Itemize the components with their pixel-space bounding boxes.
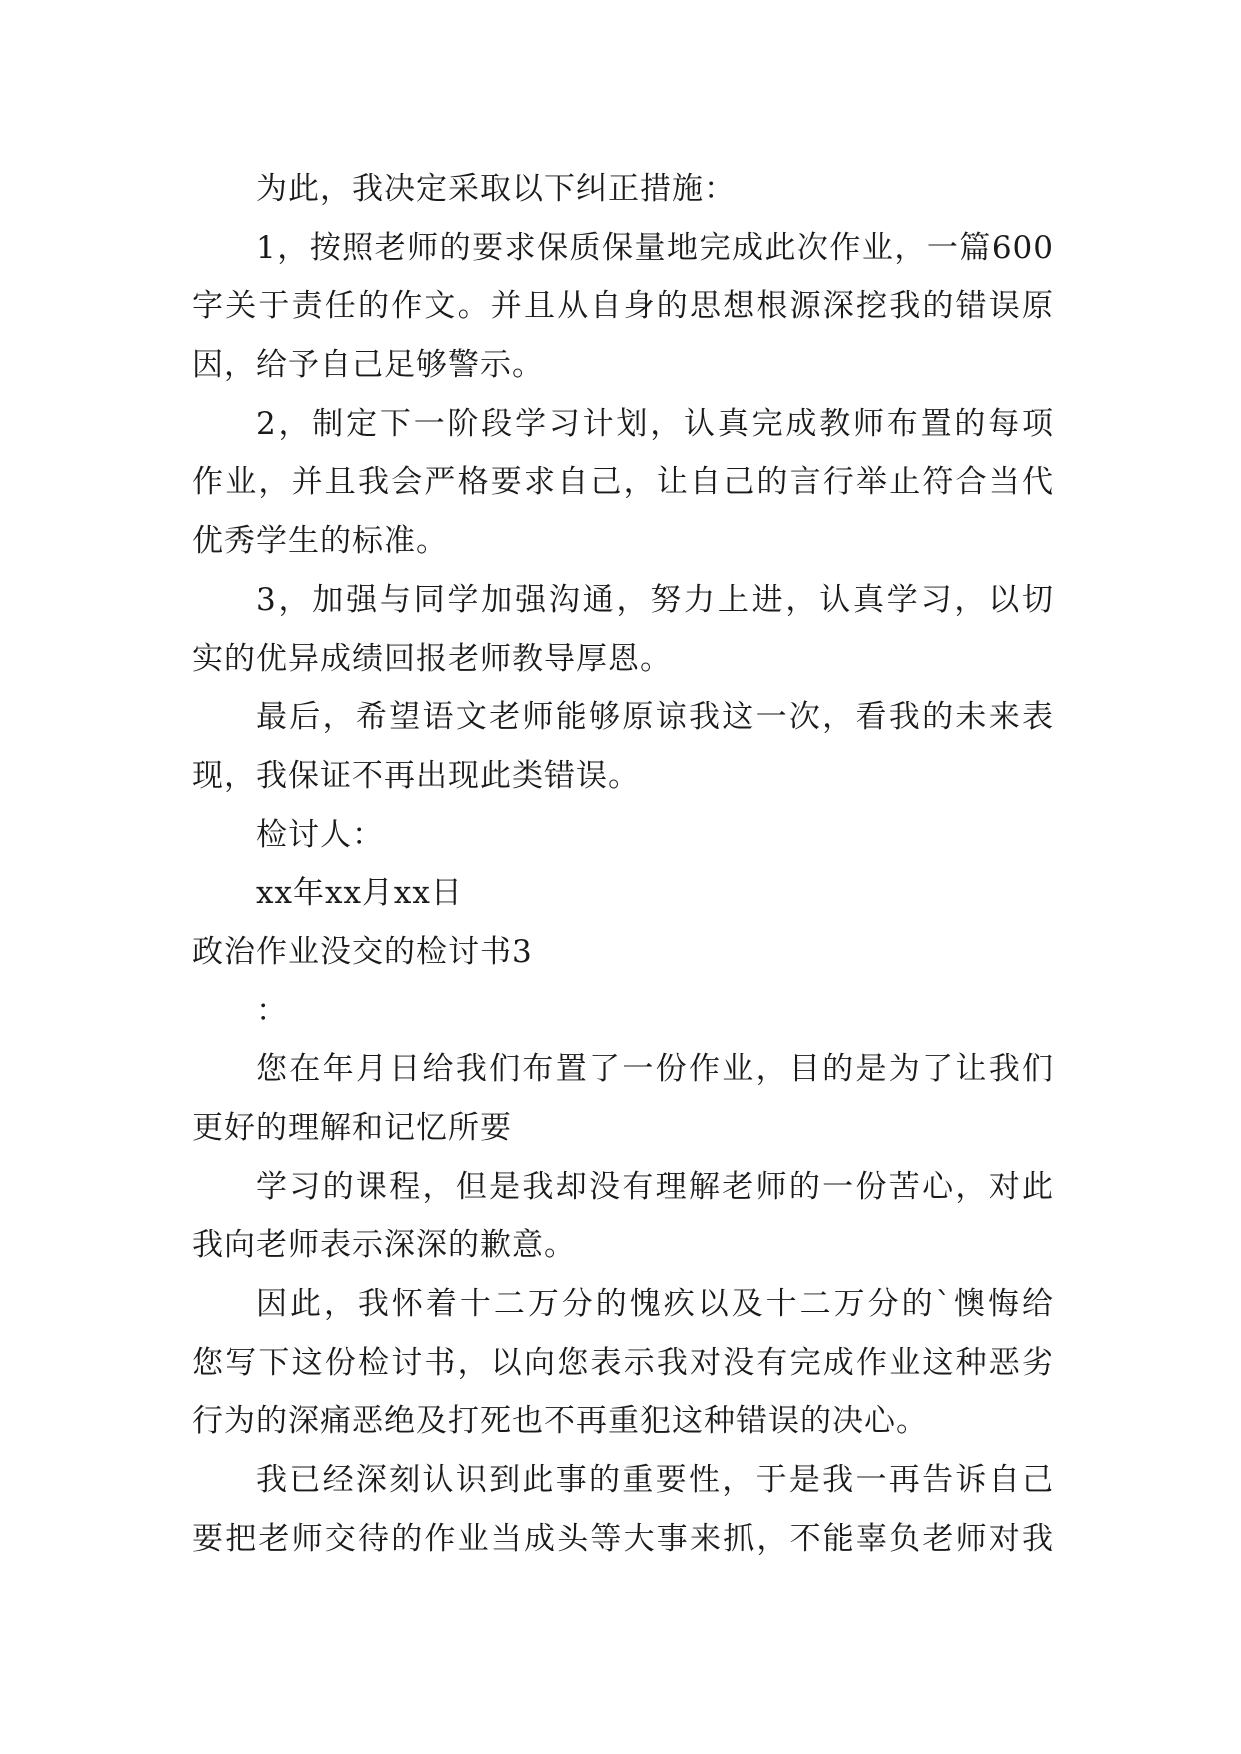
text-line: 3，加强与同学加强沟通，努力上进，认真学习，以切 bbox=[256, 581, 1054, 618]
text-line: 因，给予自己足够警示。 bbox=[192, 347, 544, 384]
text-line: 优秀学生的标准。 bbox=[192, 523, 448, 560]
text-line: 我已经深刻认识到此事的重要性，于是我一再告诉自己 bbox=[256, 1462, 1054, 1499]
text-line: 为此，我决定采取以下纠正措施： bbox=[256, 171, 736, 207]
salutation: ： bbox=[256, 992, 288, 1029]
text-line: 因此，我怀着十二万分的愧疚以及十二万分的`懊悔给 bbox=[256, 1286, 1054, 1323]
text-line: 学习的课程，但是我却没有理解老师的一份苦心，对此 bbox=[256, 1168, 1054, 1205]
document-body bbox=[192, 160, 1054, 1569]
text-line: 您写下这份检讨书，以向您表示我对没有完成作业这种恶劣 bbox=[192, 1344, 1054, 1381]
date-line: xx年xx月xx日 bbox=[256, 875, 463, 912]
signature-label: 检讨人： bbox=[256, 816, 384, 853]
text-line: 行为的深痛恶绝及打死也不再重犯这种错误的决心。 bbox=[192, 1403, 928, 1440]
text-line: 我向老师表示深深的歉意。 bbox=[192, 1227, 576, 1264]
text-line: 最后，希望语文老师能够原谅我这一次，看我的未来表 bbox=[256, 699, 1054, 736]
text-line: 作业，并且我会严格要求自己，让自己的言行举止符合当代 bbox=[192, 464, 1054, 501]
text-line: 字关于责任的作文。并且从自身的思想根源深挖我的错误原 bbox=[192, 288, 1054, 325]
text-line: 2，制定下一阶段学习计划，认真完成教师布置的每项 bbox=[256, 405, 1054, 442]
text-line: 要把老师交待的作业当成头等大事来抓，不能辜负老师对我 bbox=[192, 1520, 1054, 1557]
text-line: 您在年月日给我们布置了一份作业，目的是为了让我们 bbox=[256, 1051, 1054, 1088]
text-line: 1，按照老师的要求保质保量地完成此次作业，一篇600 bbox=[256, 229, 1054, 266]
text-line: 更好的理解和记忆所要 bbox=[192, 1110, 512, 1146]
text-line: 实的优异成绩回报老师教导厚恩。 bbox=[192, 640, 672, 677]
text-line: 现，我保证不再出现此类错误。 bbox=[192, 757, 640, 794]
section-title: 政治作业没交的检讨书3 bbox=[192, 933, 533, 970]
